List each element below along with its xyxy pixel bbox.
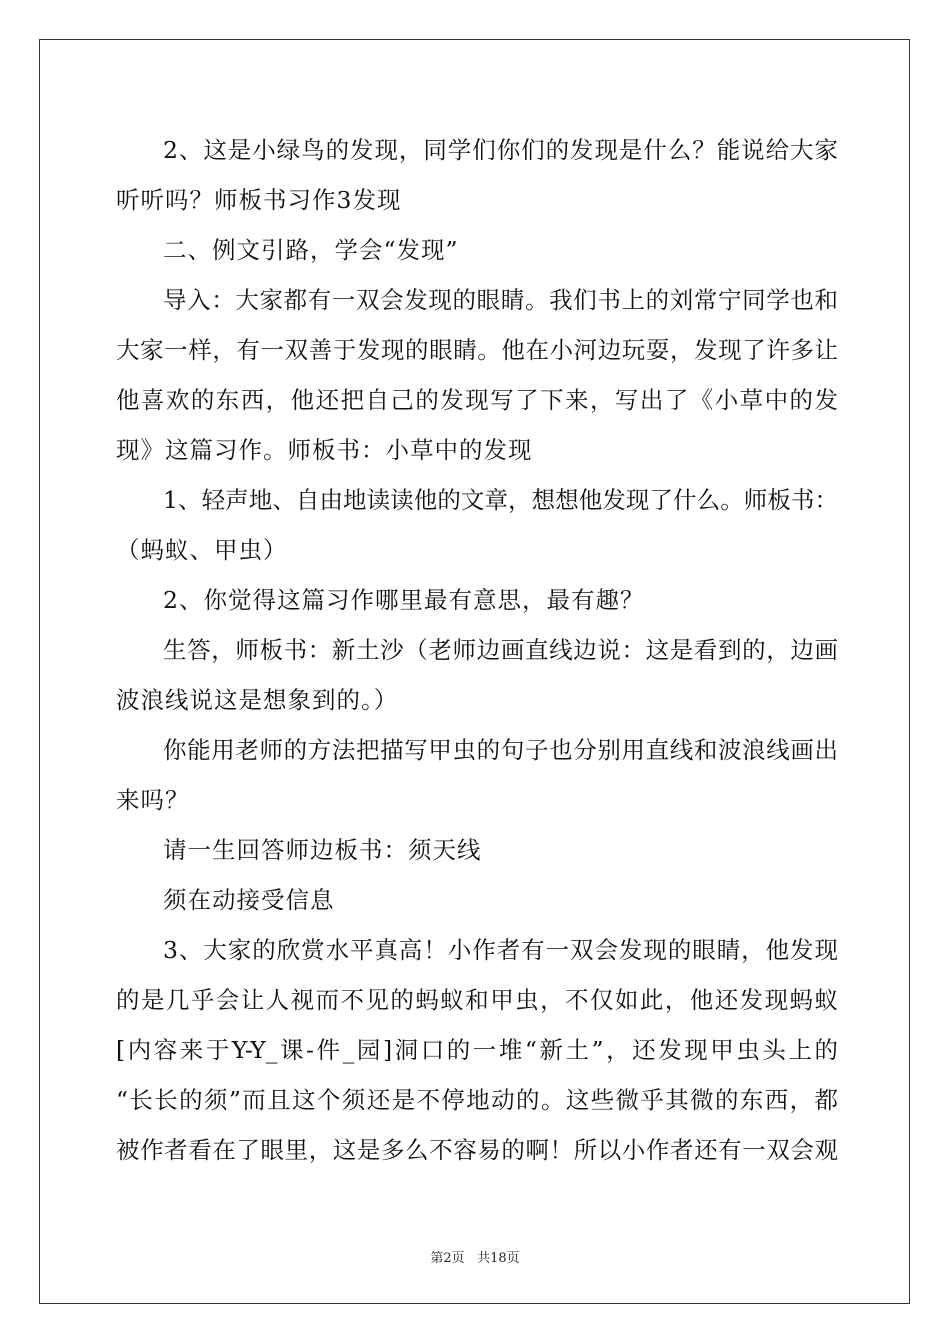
text-line: 1、轻声地、自由地读读他的文章，想想他发现了什么。师板书： xyxy=(163,486,838,514)
text-line: [内容来于Y-Y_课-件_园]洞口的一堆“新土”，还发现甲虫头上的 xyxy=(116,1036,838,1064)
text-line: 你能用老师的方法把描写甲虫的句子也分别用直线和波浪线画出 xyxy=(163,736,838,764)
text-line: 3、大家的欣赏水平真高！小作者有一双会发现的眼睛，他发现 xyxy=(163,936,838,964)
page-footer xyxy=(0,1247,950,1266)
text-line: 2、你觉得这篇习作哪里最有意思，最有趣？ xyxy=(163,586,645,614)
text-line: 请一生回答师边板书：须天线 xyxy=(163,836,482,864)
text-line: 的是几乎会让人视而不见的蚂蚁和甲虫，不仅如此，他还发现蚂蚁 xyxy=(116,986,838,1014)
section-heading: 二、例文引路，学会“发现” xyxy=(163,236,459,264)
text-line: （蚂蚁、甲虫） xyxy=(116,536,288,564)
text-line: 他喜欢的东西，他还把自己的发现写了下来，写出了《小草中的发 xyxy=(116,386,838,414)
text-line: 生答，师板书：新土沙（老师边画直线边说：这是看到的，边画 xyxy=(163,636,838,664)
text-line: “长长的须”而且这个须还是不停地动的。这些微乎其微的东西，都 xyxy=(116,1086,838,1114)
text-line: 大家一样，有一双善于发现的眼睛。他在小河边玩耍，发现了许多让 xyxy=(116,336,838,364)
page-number: 第2页 xyxy=(430,1251,465,1266)
text-line: 须在动接受信息 xyxy=(163,886,335,914)
text-line: 来吗？ xyxy=(116,786,190,814)
text-line: 听听吗？师板书习作3发现 xyxy=(116,186,402,214)
text-line: 导入：大家都有一双会发现的眼睛。我们书上的刘常宁同学也和 xyxy=(163,286,838,314)
text-line: 波浪线说这是想象到的。） xyxy=(116,686,399,714)
text-line: 被作者看在了眼里，这是多么不容易的啊！所以小作者还有一双会观 xyxy=(116,1136,838,1164)
text-line: 2、这是小绿鸟的发现，同学们你们的发现是什么？能说给大家 xyxy=(163,136,838,164)
page-total: 共18页 xyxy=(477,1251,520,1266)
text-line: 现》这篇习作。师板书：小草中的发现 xyxy=(116,436,533,464)
